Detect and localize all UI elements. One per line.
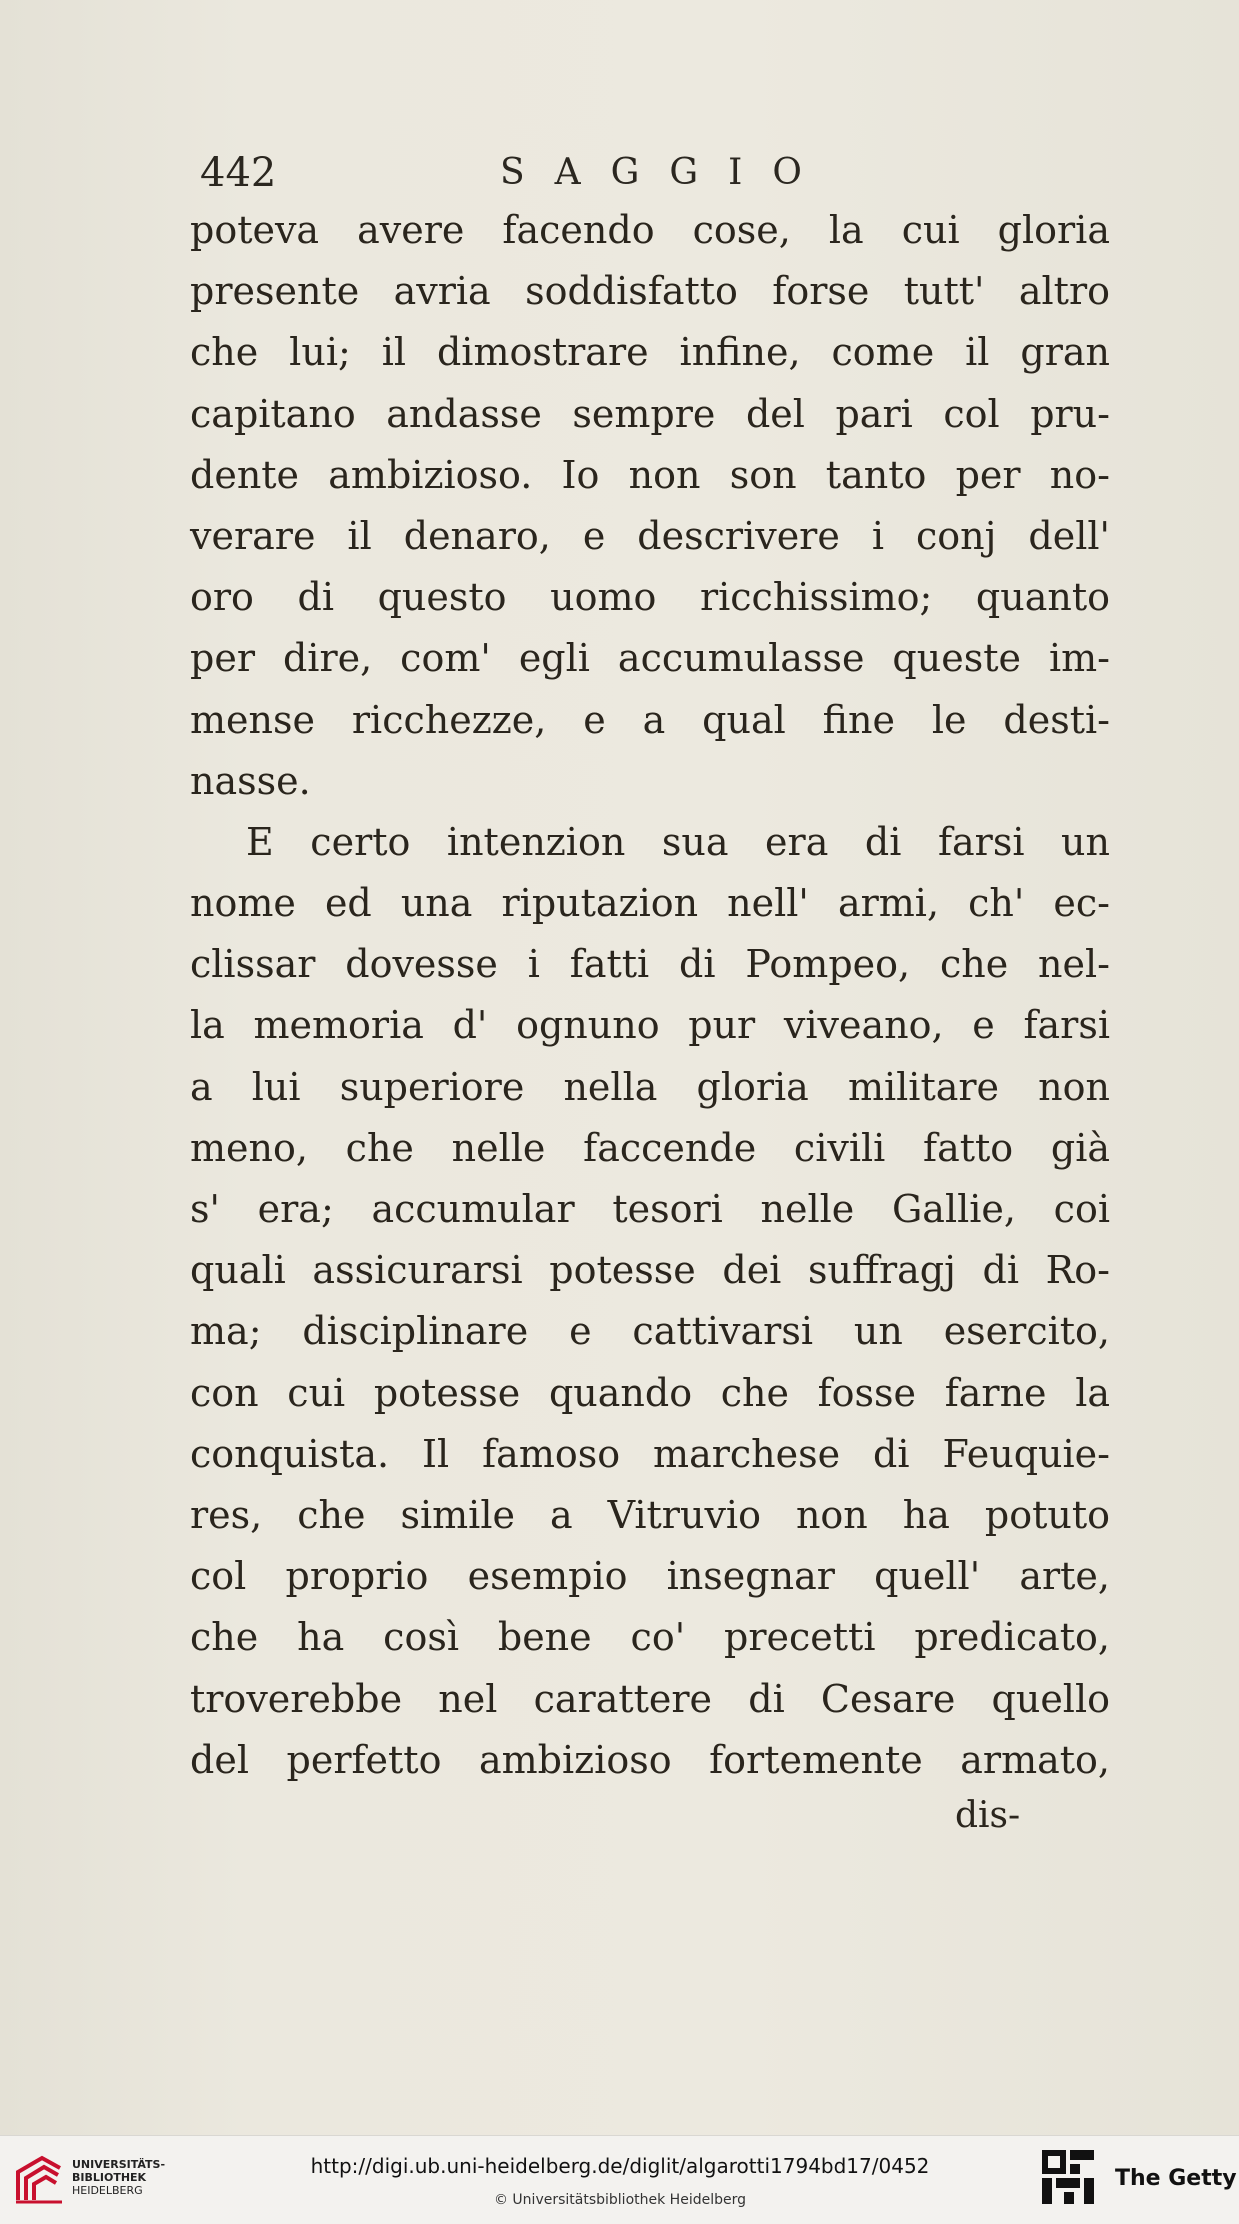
catchword: dis- bbox=[955, 1795, 1021, 1836]
text-line: a lui superiore nella gloria militare non bbox=[190, 1064, 1110, 1109]
text-line: poteva avere facendo cose, la cui gloria bbox=[190, 208, 1110, 252]
footer-bar bbox=[0, 2135, 1239, 2224]
paragraph-start-line: E certo intenzion sua era di farsi un bbox=[246, 819, 1110, 864]
library-name bbox=[72, 2158, 165, 2197]
text-line: meno, che nelle faccende civili fatto già bbox=[190, 1125, 1110, 1170]
getty-logo-icon[interactable] bbox=[1040, 2148, 1096, 2208]
text-line: capitano andasse sempre del pari col pru- bbox=[190, 391, 1110, 436]
copyright-notice: © Universitätsbibliothek Heidelberg bbox=[493, 2192, 746, 2208]
body-text bbox=[190, 200, 1110, 1791]
getty-name: The Getty bbox=[1115, 2166, 1237, 2191]
text-line: col proprio esempio insegnar quell' arte, bbox=[190, 1554, 1110, 1599]
text-line: che ha così bene co' precetti predicato, bbox=[190, 1615, 1110, 1660]
text-line: clissar dovesse i fatti di Pompeo, che nel- bbox=[190, 942, 1110, 987]
text-line: troverebbe nel carattere di Cesare quello bbox=[190, 1676, 1110, 1721]
text-line: conquista. Il famoso marchese di Feuquie- bbox=[190, 1431, 1110, 1476]
text-line: nome ed una riputazion nell' armi, ch' ec- bbox=[190, 881, 1110, 926]
permalink-url[interactable]: http://digi.ub.uni-heidelberg.de/diglit/algarotti1794bd17/0452 bbox=[310, 2154, 930, 2178]
text-line: dente ambizioso. Io non son tanto per no- bbox=[190, 452, 1110, 497]
text-line: s' era; accumular tesori nelle Gallie, coi bbox=[190, 1187, 1110, 1231]
text-line: per dire, com' egli accumulasse queste im- bbox=[190, 636, 1110, 681]
text-line: oro di questo uomo ricchissimo; quanto bbox=[190, 575, 1110, 620]
text-line: res, che simile a Vitruvio non ha potuto bbox=[190, 1492, 1110, 1537]
university-library-logo[interactable] bbox=[12, 2146, 172, 2210]
text-line: presente avria soddisfatto forse tutt' altro bbox=[190, 269, 1110, 314]
running-head-title: SAGGIO bbox=[500, 152, 832, 193]
library-name-line-2: BIBLIOTHEK bbox=[72, 2171, 147, 2184]
text-line: verare il denaro, e descrivere i conj dell' bbox=[190, 513, 1110, 558]
library-name-line-1: UNIVERSITÄTS- bbox=[72, 2158, 166, 2171]
text-line: del perfetto ambizioso fortemente armato, bbox=[190, 1737, 1110, 1782]
text-line: con cui potesse quando che fosse farne la bbox=[190, 1370, 1110, 1415]
text-line: ma; disciplinare e cattivarsi un esercito, bbox=[190, 1309, 1110, 1354]
text-line: quali assicurarsi potesse dei suffragj di Ro- bbox=[190, 1248, 1110, 1293]
text-line: mense ricchezze, e a qual fine le desti- bbox=[190, 697, 1110, 742]
running-head bbox=[200, 148, 1100, 198]
library-name-line-3: HEIDELBERG bbox=[72, 2184, 143, 2197]
text-line: che lui; il dimostrare infine, come il gran bbox=[190, 330, 1110, 375]
text-line: nasse. bbox=[190, 758, 311, 803]
ub-heidelberg-logo-icon bbox=[12, 2152, 66, 2206]
text-line: la memoria d' ognuno pur viveano, e farsi bbox=[190, 1003, 1110, 1048]
page-number: 442 bbox=[200, 150, 277, 196]
